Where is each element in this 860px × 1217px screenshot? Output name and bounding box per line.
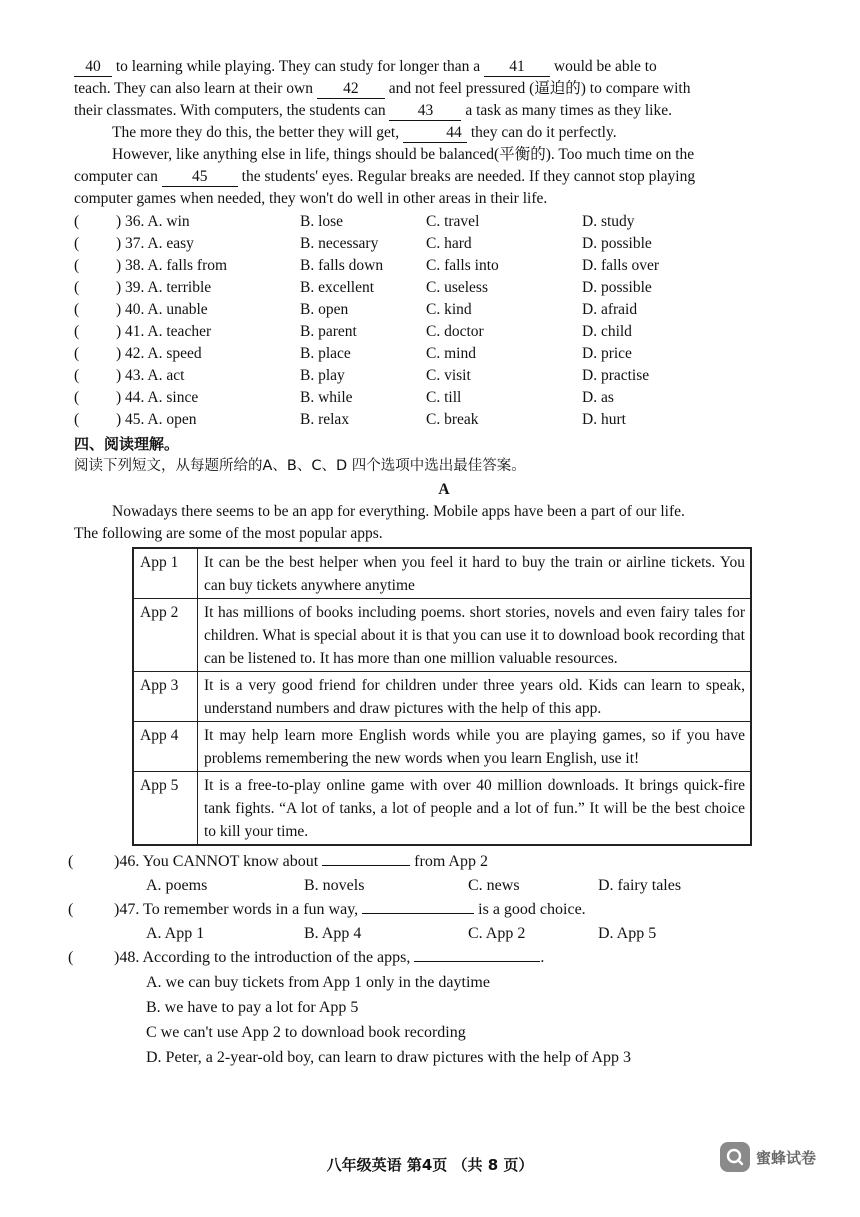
blank-43: 43 — [389, 102, 461, 121]
section-title: 四、阅读理解。 — [74, 435, 180, 453]
option: C we can't use App 2 to download book recording — [146, 1024, 466, 1041]
answer-paren[interactable]: ( — [74, 235, 80, 252]
table-row — [133, 672, 751, 722]
option-row: ( ) 43. A. act B. play C. visit D. practise — [74, 365, 814, 387]
table-row — [133, 599, 751, 672]
app-name: App 2 — [133, 599, 198, 672]
passage-intro-1: Nowadays there seems to be an app for everything. Mobile apps have been a part of our life. — [112, 503, 685, 520]
answer-paren[interactable]: ( — [74, 257, 80, 274]
option-row: ( ) 41. A. teacher B. parent C. doctor D. child — [74, 321, 814, 343]
cloze-line-7: computer games when needed, they won't do well in other areas in their life. — [74, 190, 548, 207]
option: B. novels — [304, 877, 365, 894]
questions — [68, 850, 814, 1070]
blank-44: 44 — [403, 124, 467, 143]
cloze-line-4: The more they do this, the better they will get, 44 they can do it perfectly. — [112, 124, 617, 141]
answer-blank[interactable] — [414, 961, 540, 962]
option-row: ( ) 42. A. speed B. place C. mind D. price — [74, 343, 814, 365]
answer-paren[interactable]: ( — [68, 853, 74, 870]
passage-intro-2: The following are some of the most popular apps. — [74, 525, 383, 542]
option-row: ( ) 36. A. win B. lose C. travel D. study — [74, 211, 814, 233]
option-row: ( ) 40. A. unable B. open C. kind D. afraid — [74, 299, 814, 321]
question-47-options — [146, 922, 814, 946]
option: D. App 5 — [598, 925, 657, 942]
cloze-line-2: teach. They can also learn at their own 42 and not feel pressured (逼迫的) to compare with — [74, 80, 691, 97]
answer-paren[interactable]: ( — [74, 323, 80, 340]
answer-paren[interactable]: ( — [74, 411, 80, 428]
watermark — [720, 1142, 816, 1172]
cloze-line-1: 40 to learning while playing. They can study for longer than a 41 would be able to — [74, 56, 814, 78]
option-row: ( ) 45. A. open B. relax C. break D. hurt — [74, 409, 814, 431]
app-description: It may help learn more English words while you are playing games, so if you have problems remembering the new words when you learn English, use it! — [198, 722, 752, 772]
option: B. we have to pay a lot for App 5 — [146, 999, 359, 1016]
app-description: It is a very good friend for children under three years old. Kids can learn to speak, understand numbers and draw pictures with the help of this app. — [198, 672, 752, 722]
option: D. fairy tales — [598, 877, 682, 894]
option: B. App 4 — [304, 925, 362, 942]
option: A. we can buy tickets from App 1 only in the daytime — [146, 974, 490, 991]
app-name: App 3 — [133, 672, 198, 722]
question-48-options — [146, 970, 814, 1070]
option-row: ( ) 39. A. terrible B. excellent C. useless D. possible — [74, 277, 814, 299]
cloze-options — [74, 211, 814, 431]
blank-45: 45 — [162, 168, 238, 187]
answer-paren[interactable]: ( — [74, 301, 80, 318]
option: C. App 2 — [468, 925, 526, 942]
answer-blank[interactable] — [362, 913, 474, 914]
answer-paren[interactable]: ( — [68, 901, 74, 918]
blank-42: 42 — [317, 80, 385, 99]
page-footer: 八年级英语 第4页 （共 8 页） — [326, 1156, 534, 1174]
option-row: ( ) 37. A. easy B. necessary C. hard D. possible — [74, 233, 814, 255]
option-row: ( ) 44. A. since B. while C. till D. as — [74, 387, 814, 409]
app-description: It can be the best helper when you feel it hard to buy the train or airline tickets. You can buy tickets anywhere anytime — [198, 548, 752, 599]
option: D. Peter, a 2-year-old boy, can learn to draw pictures with the help of App 3 — [146, 1049, 631, 1066]
cloze-line-6: computer can 45 the students' eyes. Regular breaks are needed. If they cannot stop playing — [74, 168, 696, 185]
option-row: ( ) 38. A. falls from B. falls down C. falls into D. falls over — [74, 255, 814, 277]
exam-page — [68, 56, 814, 1070]
blank-41: 41 — [484, 58, 550, 77]
cloze-line-3: their classmates. With computers, the students can 43 a task as many times as they like. — [74, 102, 672, 119]
option: C. news — [468, 877, 520, 894]
app-description: It is a free-to-play online game with over 40 million downloads. It brings quick-fire tank fights. “A lot of tanks, a lot of people and a lot of fun.” It will be the best choice to kill your time. — [198, 772, 752, 846]
watermark-text: 蜜蜂试卷 — [756, 1148, 817, 1167]
question-46: ( )46. You CANNOT know about from App 2 — [74, 850, 814, 874]
table-row — [133, 548, 751, 599]
cloze-line-5: However, like anything else in life, things should be balanced(平衡的). Too much time on the — [112, 146, 695, 163]
answer-paren[interactable]: ( — [74, 345, 80, 362]
answer-paren[interactable]: ( — [74, 213, 80, 230]
answer-paren[interactable]: ( — [74, 279, 80, 296]
answer-paren[interactable]: ( — [74, 367, 80, 384]
app-name: App 5 — [133, 772, 198, 846]
option: A. poems — [146, 877, 208, 894]
app-description: It has millions of books including poems. short stories, novels and even fairy tales for children. What is special about it is that you can use it to download book recording that can be listened to. It has more than one million valuable resources. — [198, 599, 752, 672]
blank-40: 40 — [74, 58, 112, 77]
app-name: App 1 — [133, 548, 198, 599]
answer-paren[interactable]: ( — [74, 389, 80, 406]
option: A. App 1 — [146, 925, 205, 942]
answer-blank[interactable] — [322, 865, 410, 866]
bee-logo-icon — [720, 1142, 750, 1172]
section-instruction: 阅读下列短文，从每题所给的A、B、C、D 四个选项中选出最佳答案。 — [74, 458, 526, 474]
table-row — [133, 772, 751, 846]
question-46-options — [146, 874, 814, 898]
table-row — [133, 722, 751, 772]
app-name: App 4 — [133, 722, 198, 772]
passage-letter: A — [438, 481, 450, 498]
answer-paren[interactable]: ( — [68, 949, 74, 966]
question-48: ( )48. According to the introduction of the apps, . — [74, 946, 814, 970]
question-47: ( )47. To remember words in a fun way, is a good choice. — [74, 898, 814, 922]
apps-table — [132, 547, 752, 846]
